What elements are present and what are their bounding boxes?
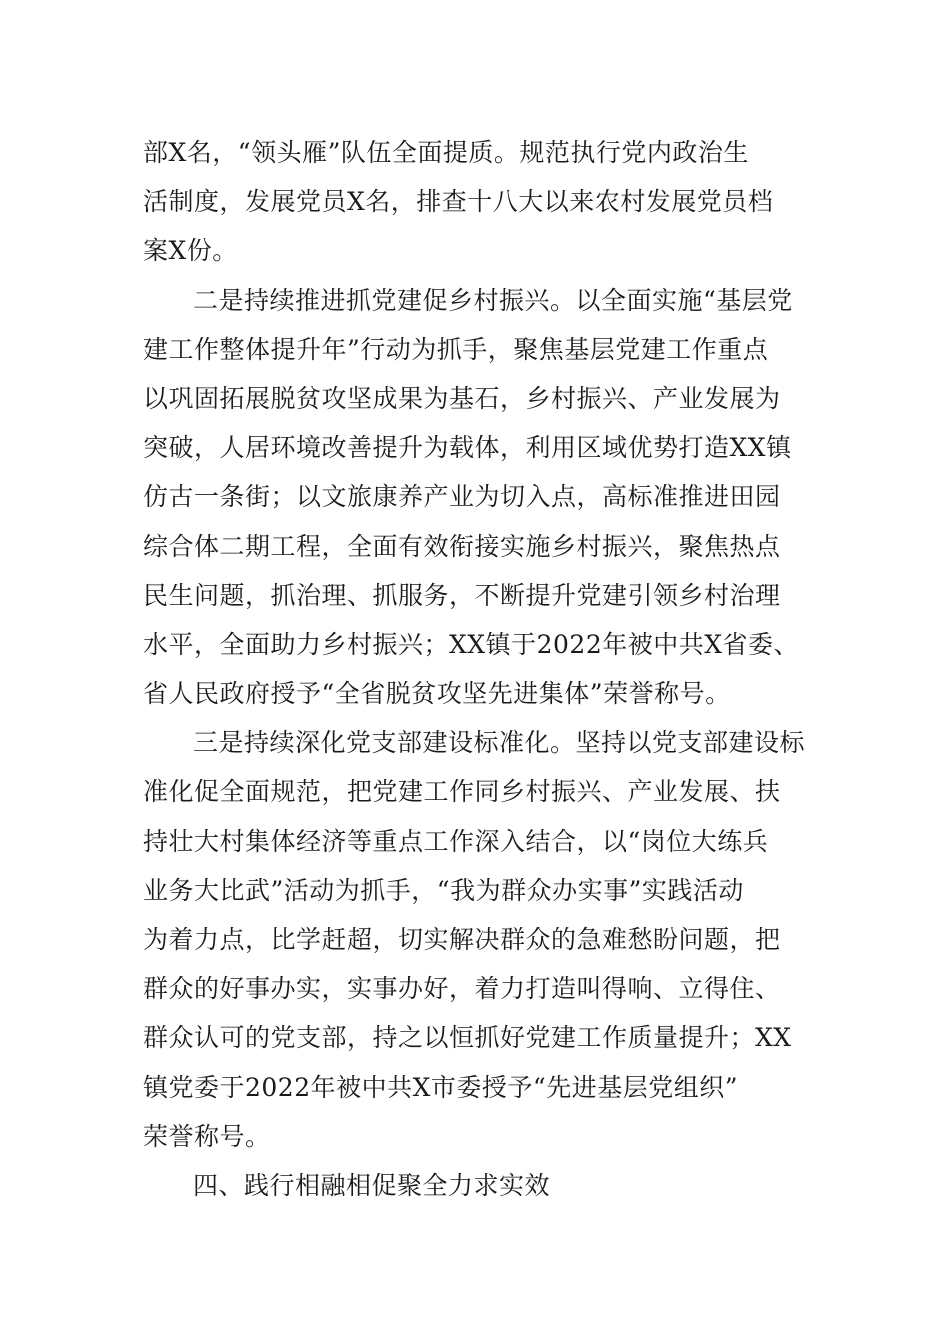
text-line: 四、践行相融相促聚全力求实效 bbox=[193, 1170, 551, 1200]
text-line: 部X名，“领头雁”队伍全面提质。规范执行党内政治生 bbox=[143, 138, 749, 167]
text-line: 二是持续推进抓党建促乡村振兴。以全面实施“基层党 bbox=[193, 285, 793, 315]
text-line: 突破，人居环境改善提升为载体，利用区域优势打造XX镇 bbox=[143, 433, 792, 463]
text-line: 业务大比武”活动为抓手，“我为群众办实事”实践活动 bbox=[143, 875, 744, 905]
text-line: 三是持续深化党支部建设标准化。坚持以党支部建设标 bbox=[193, 728, 806, 758]
paragraph-point-two bbox=[143, 276, 813, 719]
text-line: 为着力点，比学赶超，切实解决群众的急难愁盼问题，把 bbox=[143, 925, 781, 954]
text-line: 仿古一条街；以文旅康养产业为切入点，高标准推进田园 bbox=[143, 482, 781, 512]
text-line: 水平，全面助力乡村振兴；XX镇于2022年被中共X省委、 bbox=[143, 629, 800, 659]
text-line: 群众认可的党支部，持之以恒抓好党建工作质量提升；XX bbox=[143, 1023, 792, 1053]
text-line: 建工作整体提升年”行动为抓手，聚焦基层党建工作重点 bbox=[143, 334, 769, 364]
text-line: 省人民政府授予“全省脱贫攻坚先进集体”荣誉称号。 bbox=[143, 679, 731, 709]
text-line: 持壮大村集体经济等重点工作深入结合，以“岗位大练兵 bbox=[143, 826, 769, 856]
text-line: 民生问题，抓治理、抓服务，不断提升党建引领乡村治理 bbox=[143, 580, 781, 610]
text-line: 荣誉称号。 bbox=[143, 1121, 271, 1151]
paragraph-continuation bbox=[143, 128, 813, 276]
document-body bbox=[143, 128, 813, 1210]
text-line: 综合体二期工程，全面有效衔接实施乡村振兴，聚焦热点 bbox=[143, 531, 781, 561]
text-line: 以巩固拓展脱贫攻坚成果为基石，乡村振兴、产业发展为 bbox=[143, 383, 781, 413]
text-line: 镇党委于2022年被中共X市委授予“先进基层党组织” bbox=[143, 1072, 738, 1102]
text-line: 群众的好事办实，实事办好，着力打造叫得响、立得住、 bbox=[143, 974, 781, 1004]
text-line: 准化促全面规范，把党建工作同乡村振兴、产业发展、扶 bbox=[143, 777, 781, 807]
text-line: 活制度，发展党员X名，排查十八大以来农村发展党员档 bbox=[143, 187, 774, 217]
section-heading bbox=[143, 1161, 813, 1210]
text-line: 案X份。 bbox=[143, 236, 238, 266]
paragraph-point-three bbox=[143, 718, 813, 1161]
